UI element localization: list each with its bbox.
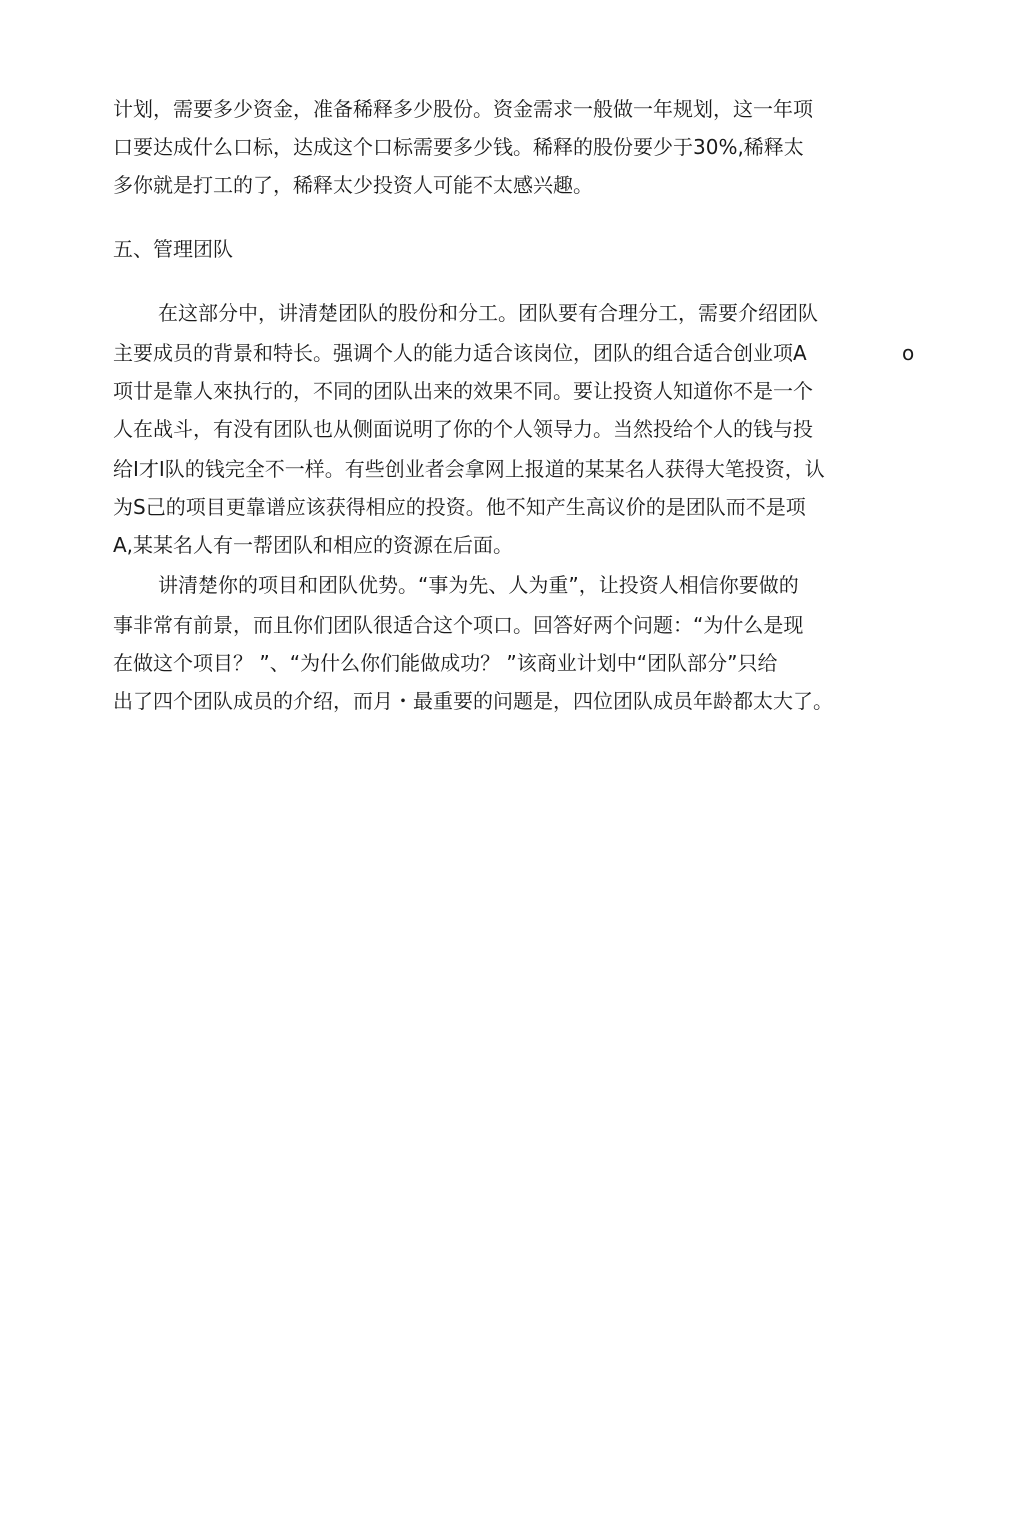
team-line-4: 人在战斗，有没有团队也从侧面说明了你的个人领导力。当然投给个人的钱与投 <box>113 417 813 441</box>
section-heading: 五、管理团队 <box>113 237 233 261</box>
advantage-line-4: 出了四个团队成员的介绍，而月・最重要的问题是，四位团队成员年龄都太大了。 <box>113 689 833 713</box>
team-line-1: 在这部分中，讲清楚团队的股份和分工。团队要有合理分工，需要介绍团队 <box>158 301 818 325</box>
funding-line-3: 多你就是打工的了，稀释太少投资人可能不太感兴趣。 <box>113 173 593 197</box>
team-line-2-tail-mark: o <box>902 341 915 365</box>
advantage-line-1: 讲清楚你的项目和团队优势。“事为先、人为重”，让投资人相信你要做的 <box>158 573 799 597</box>
funding-line-2: 口要达成什么口标，达成这个口标需要多少钱。稀释的股份要少于30%,稀释太 <box>113 135 804 159</box>
team-line-3: 项廿是靠人來执行的，不同的团队出来的效果不同。要让投资人知道你不是一个 <box>113 379 813 403</box>
advantage-line-2: 事非常有前景，而且你们团队很适合这个项口。回答好两个问题：“为什么是现 <box>113 613 804 637</box>
advantage-line-3: 在做这个项目？ ”、“为什么你们能做成功？ ”该商业计划中“团队部分”只给 <box>113 651 778 675</box>
team-line-6: 为S己的项目更靠谱应该获得相应的投资。他不知产生高议价的是团队而不是项 <box>113 495 806 519</box>
team-line-2: 主要成员的背景和特长。强调个人的能力适合该岗位，团队的组合适合创业项A <box>113 341 807 365</box>
team-line-7: A,某某名人有一帮团队和相应的资源在后面。 <box>113 533 514 557</box>
team-line-5: 给I才I队的钱完全不一样。有些创业者会拿网上报道的某某名人获得大笔投资，认 <box>113 457 825 481</box>
funding-line-1: 计划，需要多少资金，准备稀释多少股份。资金需求一般做一年规划，这一年项 <box>113 97 813 121</box>
